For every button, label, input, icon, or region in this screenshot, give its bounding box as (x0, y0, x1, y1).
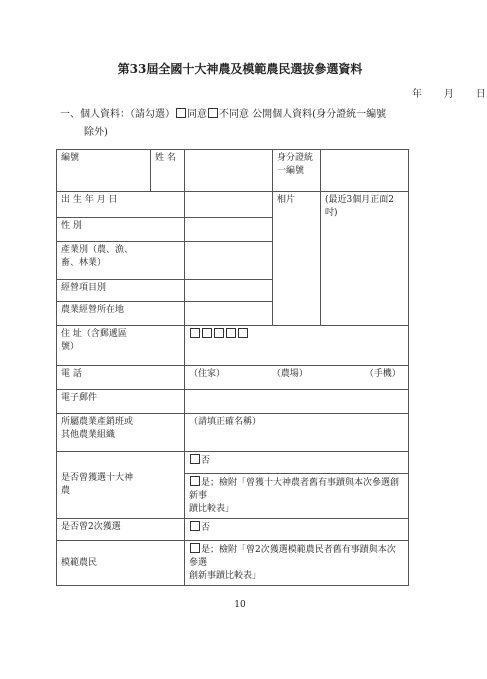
agree-checkbox[interactable] (176, 108, 186, 118)
national-id-label: 身分證統 一編號 (273, 150, 321, 192)
industry-field[interactable] (185, 242, 273, 280)
section1-prefix: 一、個人資料：（請勾選） (60, 109, 175, 120)
zip-box-3[interactable] (214, 328, 224, 338)
q1-yes-option[interactable]: 是；檢附「曾獲十大神農者舊有事蹟與本次參選創新事 蹟比較表」 (185, 474, 409, 519)
location-label: 農業經營所在地 (57, 302, 185, 326)
email-label: 電子郵件 (57, 390, 185, 414)
document-title: 第33屆全國十大神農及模範農民選拔參選資料 (117, 62, 363, 76)
location-field[interactable] (185, 302, 273, 326)
phone-label: 電 話 (57, 366, 185, 390)
business-field[interactable] (185, 280, 273, 302)
q2-no-option[interactable]: 否 (185, 519, 409, 541)
phone-farm: （農場） (271, 369, 308, 379)
industry-label: 產業別（農、漁、 畜、林業） (57, 242, 185, 280)
photo-hint: (最近3個月正面2 吋) (325, 195, 394, 218)
q1-no-checkbox[interactable] (190, 454, 200, 464)
section1-heading (60, 108, 386, 122)
email-field[interactable] (185, 390, 409, 414)
q2-label-bottom: 模範農民 (57, 541, 185, 586)
q1-label: 是否曾獲選十大神 農 (57, 452, 185, 519)
q2-yes-option[interactable]: 是；檢附「曾2次獲選模範農民者舊有事蹟與本次參選 創新事蹟比較表」 (185, 541, 409, 586)
org-label: 所屬農業產銷班或 其他農業組織 (57, 414, 185, 452)
address-field[interactable] (185, 326, 409, 366)
address-label: 住 址（含郵遞區 號） (57, 326, 185, 366)
section1-suffix: 公開個人資料(身分證統一編號 (249, 109, 387, 120)
zip-box-2[interactable] (202, 328, 212, 338)
disagree-checkbox[interactable] (208, 108, 218, 118)
birth-label: 出 生 年 月 日 (57, 192, 185, 218)
national-id-field[interactable] (321, 150, 409, 192)
zip-box-5[interactable] (238, 328, 248, 338)
date-line (412, 85, 487, 100)
disagree-label: 不同意 (219, 109, 249, 120)
zip-box-1[interactable] (190, 328, 200, 338)
q1-yes-checkbox[interactable] (190, 476, 200, 486)
q2-label-top: 是否曾2次獲選 (57, 519, 185, 541)
personal-info-table (56, 149, 409, 586)
id-no-label: 編號 (57, 150, 151, 192)
q2-yes-checkbox[interactable] (190, 543, 200, 553)
org-field[interactable] (185, 414, 409, 452)
q2-no-checkbox[interactable] (190, 521, 200, 531)
birth-field[interactable] (185, 192, 273, 218)
date-month: 月 (443, 89, 455, 100)
date-day: 日 (475, 89, 487, 100)
photo-box[interactable] (321, 192, 409, 326)
photo-label: 相片 (273, 192, 321, 326)
business-label: 經營項目別 (57, 280, 185, 302)
name-field[interactable] (185, 150, 273, 192)
q1-no-option[interactable]: 否 (185, 452, 409, 474)
gender-field[interactable] (185, 218, 273, 242)
phone-home: （住家） (189, 369, 226, 379)
gender-label: 性 別 (57, 218, 185, 242)
agree-label: 同意 (187, 109, 207, 120)
section1-line2: 除外) (84, 127, 108, 138)
phone-mobile: （手機） (364, 369, 401, 379)
zip-box-4[interactable] (226, 328, 236, 338)
date-year: 年 (412, 89, 423, 100)
page-number: 10 (234, 600, 246, 610)
phone-field[interactable] (185, 366, 409, 390)
name-label: 姓 名 (151, 150, 185, 192)
org-hint: （請填正確名稱） (189, 417, 262, 427)
